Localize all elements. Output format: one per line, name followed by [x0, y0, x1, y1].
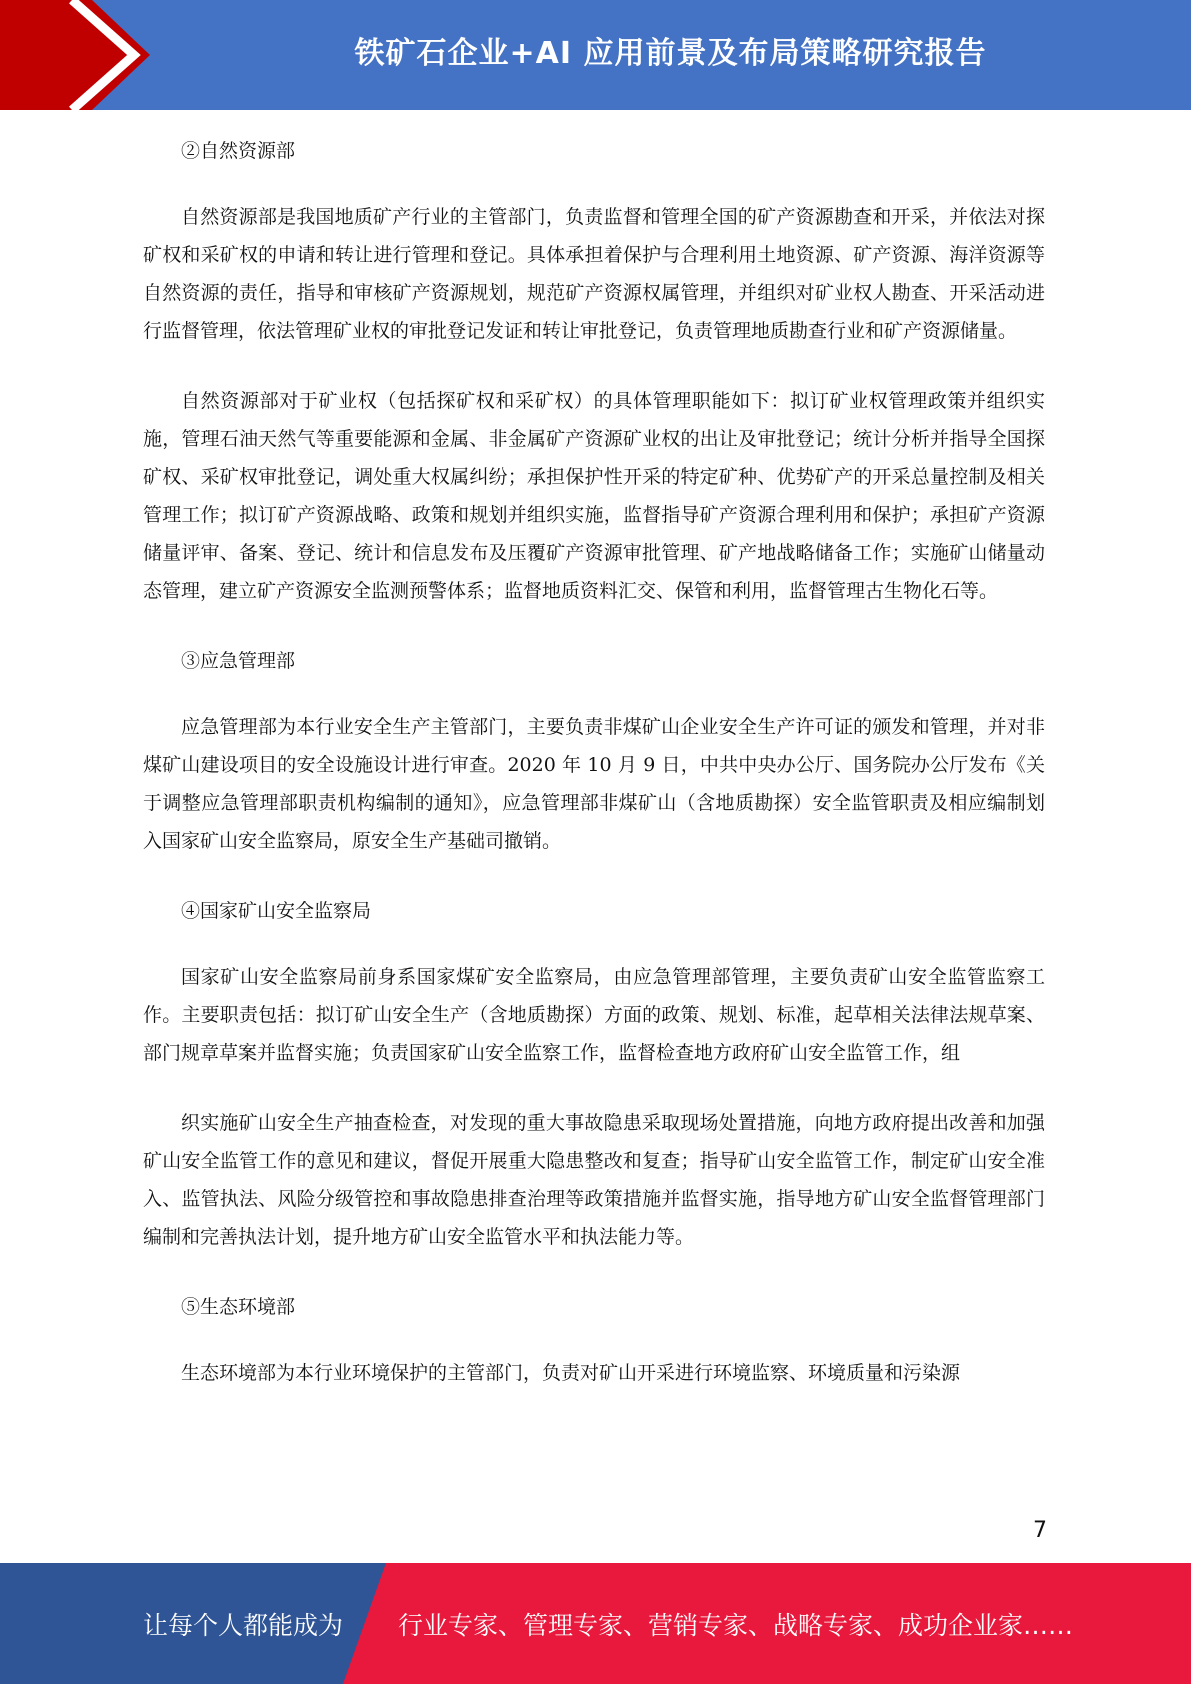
- paragraph: 生态环境部为本行业环境保护的主管部门，负责对矿山开采进行环境监察、环境质量和污染源: [181, 1362, 961, 1384]
- paragraph: 织实施矿山安全生产抽查检查，对发现的重大事故隐患采取现场处置措施，向地方政府提出改善和加强矿山安全监管工作的意见和建议，督促开展重大隐患整改和复查；指导矿山安全监管工作，制定矿山安全准入、监管执法、风险分级管控和事故隐患排查治理等政策措施并监督实施，指导地方矿山安全监督管理部门编制和完善执法计划，提升地方矿山安全监管水平和执法能力等。: [143, 1112, 1045, 1248]
- footer-slogan-right: 行业专家、管理专家、营销专家、战略专家、成功企业家……: [398, 1610, 1074, 1640]
- section-heading-ecology-environment: ⑤生态环境部: [181, 1296, 296, 1318]
- header-arrow-decoration: [0, 0, 160, 110]
- page-header: [0, 0, 1191, 110]
- paragraph: 自然资源部对于矿业权（包括探矿权和采矿权）的具体管理职能如下：拟订矿业权管理政策并组织实施，管理石油天然气等重要能源和金属、非金属矿产资源矿业权的出让及审批登记；统计分析并指导全国探矿权、采矿权审批登记，调处重大权属纠纷；承担保护性开采的特定矿种、优势矿产的开采总量控制及相关管理工作；拟订矿产资源战略、政策和规划并组织实施，监督指导矿产资源合理利用和保护；承担矿产资源储量评审、备案、登记、统计和信息发布及压覆矿产资源审批管理、矿产地战略储备工作；实施矿山储量动态管理，建立矿产资源安全监测预警体系；监督地质资料汇交、保管和利用，监督管理古生物化石等。: [143, 390, 1045, 602]
- section-heading-emergency-management: ③应急管理部: [181, 650, 296, 672]
- page-number: 7: [1033, 1518, 1047, 1543]
- page-footer: [0, 1563, 1191, 1684]
- section-heading-mine-safety: ④国家矿山安全监察局: [181, 900, 372, 922]
- report-title: 铁矿石企业+AI 应用前景及布局策略研究报告: [354, 36, 987, 71]
- paragraph: 自然资源部是我国地质矿产行业的主管部门，负责监督和管理全国的矿产资源勘查和开采，并依法对探矿权和采矿权的申请和转让进行管理和登记。具体承担着保护与合理利用土地资源、矿产资源、海洋资源等自然资源的责任，指导和审核矿产资源规划，规范矿产资源权属管理，并组织对矿业权人勘查、开采活动进行监督管理，依法管理矿业权的审批登记发证和转让审批登记，负责管理地质勘查行业和矿产资源储量。: [143, 206, 1045, 342]
- paragraph: 应急管理部为本行业安全生产主管部门，主要负责非煤矿山企业安全生产许可证的颁发和管理，并对非煤矿山建设项目的安全设施设计进行审查。2020 年 10 月 9 日，中共中央办公厅、国务院办公厅发布《关于调整应急管理部职责机构编制的通知》，应急管理部非煤矿山（含地质勘探）安全监管职责及相应编制划入国家矿山安全监察局，原安全生产基础司撤销。: [143, 716, 1045, 852]
- footer-slogan-left: 让每个人都能成为: [143, 1610, 344, 1640]
- paragraph: 国家矿山安全监察局前身系国家煤矿安全监察局，由应急管理部管理，主要负责矿山安全监管监察工作。主要职责包括：拟订矿山安全生产（含地质勘探）方面的政策、规划、标准，起草相关法律法规草案、部门规章草案并监督实施；负责国家矿山安全监察工作，监督检查地方政府矿山安全监管工作，组: [143, 966, 1045, 1064]
- document-body: [143, 132, 1045, 1424]
- section-heading-natural-resources: ②自然资源部: [181, 140, 296, 162]
